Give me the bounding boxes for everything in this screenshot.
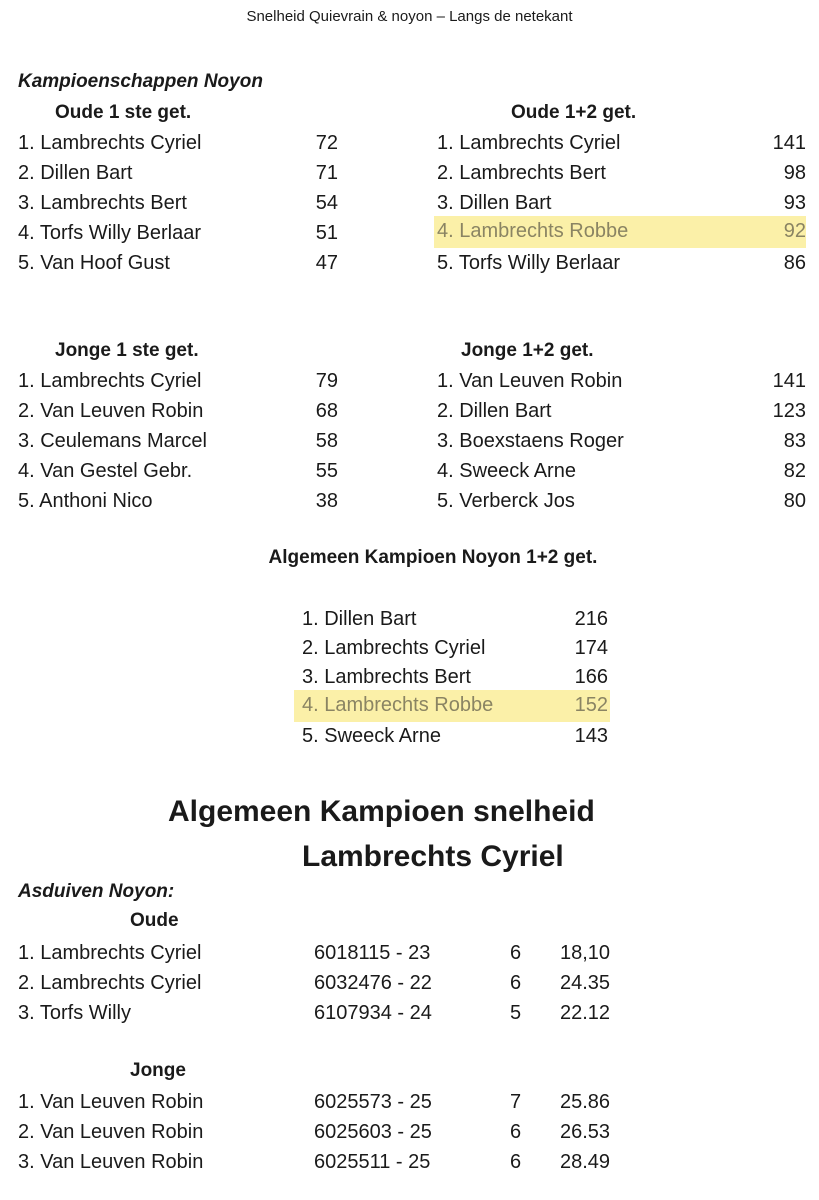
table-row [18,188,338,218]
row-ring-number: 6018115 - 23 [314,942,431,964]
table-row [434,486,806,516]
table-row [294,604,610,634]
snelheid-title: Algemeen Kampioen snelheid [168,795,595,828]
row-name: 4. Lambrechts Robbe [302,694,494,716]
table-row [18,456,338,486]
row-score: 79 [315,370,338,392]
row-score: 51 [315,222,338,244]
row-score: 54 [315,192,338,214]
row-ring-number: 6025511 - 25 [314,1151,431,1173]
row-name: 4. Sweeck Arne [437,460,576,482]
row-ring-number: 6025573 - 25 [314,1091,432,1113]
table-row [18,998,618,1028]
section-title-asduiven: Asduiven Noyon: [18,881,175,902]
row-score: 141 [772,132,806,154]
row-score: 83 [783,430,806,452]
row-score: 82 [783,460,806,482]
table-row [434,158,806,188]
row-name: 5. Verberck Jos [437,490,575,512]
row-score: 71 [315,162,338,184]
table-row [18,486,338,516]
table-row [18,1117,618,1147]
table-row [294,721,610,751]
table-row [434,456,806,486]
row-score: 86 [783,252,806,274]
row-name: 1. Van Leuven Robin [18,1091,204,1113]
table-row [18,158,338,188]
row-score: 58 [315,430,338,452]
row-score: 174 [574,637,608,659]
table-row [434,128,806,158]
row-name: 5. Torfs Willy Berlaar [437,252,621,274]
row-name: 4. Lambrechts Robbe [437,220,629,242]
row-name: 2. Lambrechts Cyriel [302,637,486,659]
row-name: 1. Lambrechts Cyriel [18,132,202,154]
table-row [18,218,338,248]
row-count: 7 [510,1091,522,1113]
row-name: 1. Dillen Bart [302,608,417,630]
row-score: 80 [783,490,806,512]
row-name: 2. Dillen Bart [18,162,133,184]
jonge-1ste-heading: Jonge 1 ste get. [55,340,199,361]
row-name: 2. Lambrechts Cyriel [18,972,202,994]
table-row [18,426,338,456]
snelheid-winner: Lambrechts Cyriel [302,840,564,873]
row-name: 5. Van Hoof Gust [18,252,170,274]
table-row [294,662,610,692]
table-row [18,396,338,426]
table-row [18,1147,618,1177]
row-name: 3. Boexstaens Roger [437,430,624,452]
row-speed: 22.12 [560,1002,611,1024]
row-score: 55 [315,460,338,482]
table-row-highlighted [294,690,610,722]
row-speed: 28.49 [560,1151,611,1173]
table-row [18,366,338,396]
row-name: 2. Van Leuven Robin [18,1121,204,1143]
row-count: 6 [510,942,522,964]
row-score: 152 [574,694,608,716]
table-row [434,366,806,396]
row-ring-number: 6107934 - 24 [314,1002,432,1024]
row-score: 47 [315,252,338,274]
table-row [18,1087,618,1117]
row-count: 6 [510,1121,522,1143]
oude-1ste-heading: Oude 1 ste get. [55,102,192,123]
row-name: 1. Lambrechts Cyriel [18,942,202,964]
row-ring-number: 6025603 - 25 [314,1121,432,1143]
row-name: 3. Ceulemans Marcel [18,430,207,452]
document-title: Snelheid Quievrain & noyon – Langs de netekant [246,8,573,25]
table-row [18,968,618,998]
row-score: 68 [315,400,338,422]
row-name: 4. Van Gestel Gebr. [18,460,193,482]
row-speed: 26.53 [560,1121,611,1143]
section-title-noyon: Kampioenschappen Noyon [18,71,263,92]
row-speed: 24.35 [560,972,611,994]
row-count: 6 [510,1151,522,1173]
row-name: 4. Torfs Willy Berlaar [18,222,202,244]
row-name: 2. Lambrechts Bert [437,162,606,184]
row-score: 92 [783,220,806,242]
row-count: 5 [510,1002,522,1024]
row-name: 3. Van Leuven Robin [18,1151,204,1173]
row-name: 1. Lambrechts Cyriel [18,370,202,392]
row-name: 3. Lambrechts Bert [302,666,471,688]
row-speed: 25.86 [560,1091,611,1113]
row-name: 5. Anthoni Nico [18,490,153,512]
table-row [18,938,618,968]
row-name: 3. Torfs Willy [18,1002,131,1024]
asduiven-oude-heading: Oude [130,910,179,931]
asduiven-jonge-heading: Jonge [130,1060,186,1081]
row-score: 98 [783,162,806,184]
algemeen-noyon-heading: Algemeen Kampioen Noyon 1+2 get. [268,547,598,568]
row-score: 166 [574,666,608,688]
row-name: 5. Sweeck Arne [302,725,441,747]
oude-12-heading: Oude 1+2 get. [511,102,637,123]
row-name: 2. Van Leuven Robin [18,400,204,422]
table-row [434,248,806,278]
table-row [434,396,806,426]
row-name: 2. Dillen Bart [437,400,552,422]
table-row [294,633,610,663]
row-score: 123 [772,400,806,422]
jonge-12-heading: Jonge 1+2 get. [461,340,594,361]
table-row [18,128,338,158]
table-row [18,248,338,278]
row-score: 216 [574,608,608,630]
row-name: 3. Lambrechts Bert [18,192,187,214]
row-score: 72 [315,132,338,154]
row-count: 6 [510,972,522,994]
row-score: 141 [772,370,806,392]
row-name: 1. Lambrechts Cyriel [437,132,621,154]
table-row [434,188,806,218]
table-row-highlighted [434,216,806,248]
row-score: 143 [574,725,608,747]
row-name: 1. Van Leuven Robin [437,370,623,392]
row-score: 38 [315,490,338,512]
row-speed: 18,10 [560,942,611,964]
row-score: 93 [783,192,806,214]
row-ring-number: 6032476 - 22 [314,972,432,994]
table-row [434,426,806,456]
row-name: 3. Dillen Bart [437,192,552,214]
